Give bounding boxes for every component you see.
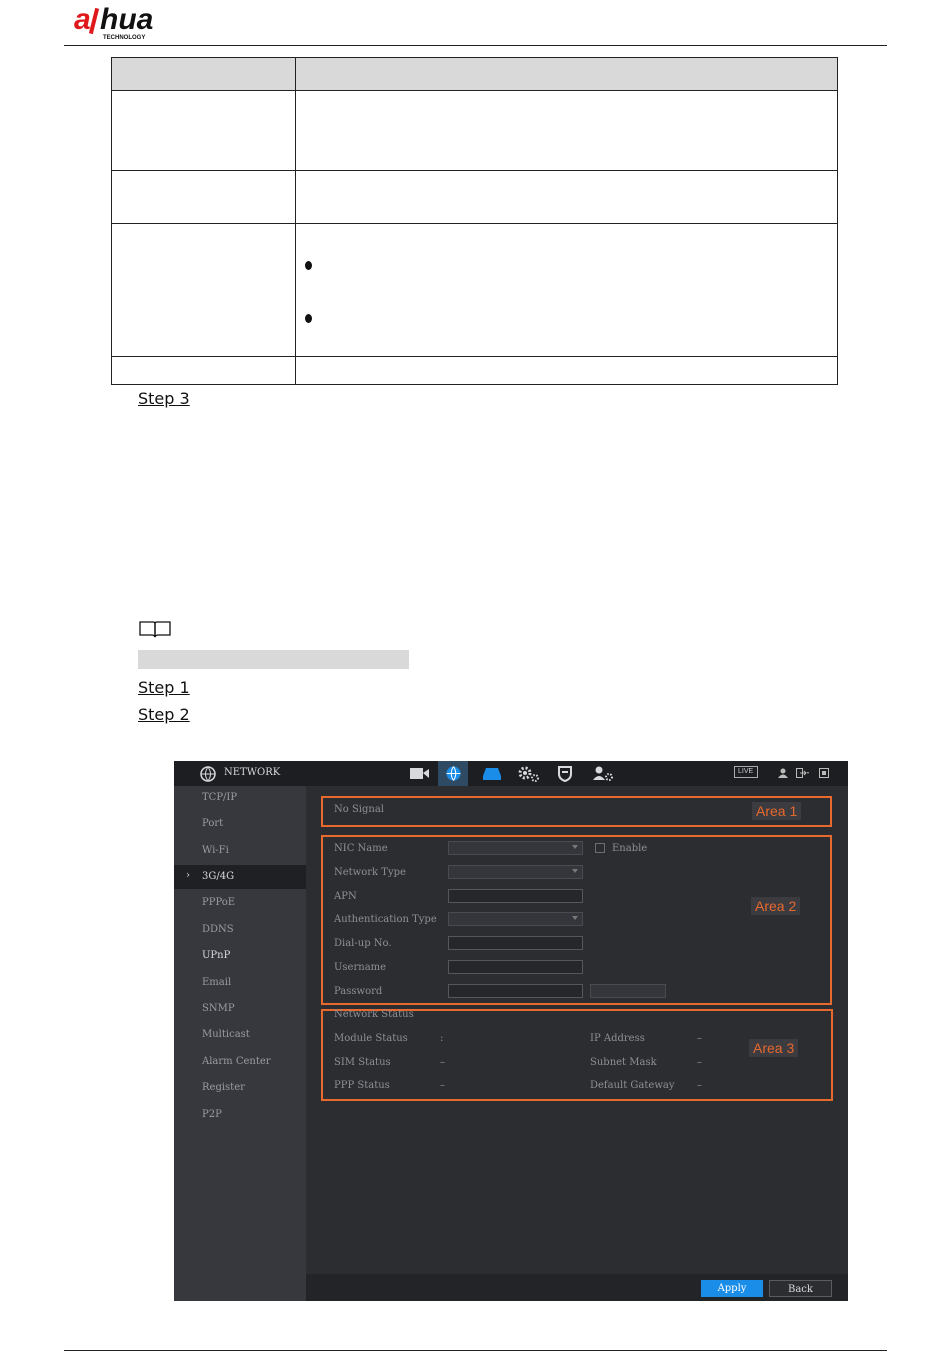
enable-label: Enable (612, 843, 648, 854)
svg-text:a: a (74, 3, 91, 36)
storage-icon[interactable] (482, 766, 502, 781)
password-label: Password (334, 986, 383, 997)
sidebar-item-port[interactable]: Port (202, 818, 224, 829)
sidebar-item-snmp[interactable]: SNMP (202, 1003, 235, 1014)
ppp-status-value: – (440, 1080, 445, 1091)
network-status-title: Network Status (334, 1009, 414, 1020)
bullet-icon (305, 261, 312, 270)
network-type-label: Network Type (334, 867, 406, 878)
live-button[interactable] (734, 766, 758, 778)
sidebar-item-register[interactable]: Register (202, 1082, 245, 1093)
svg-text:hua: hua (100, 3, 154, 36)
top-bar (174, 761, 848, 786)
bullet-icon (305, 314, 312, 323)
auth-type-select[interactable] (448, 912, 583, 926)
subnet-mask-label: Subnet Mask (590, 1057, 657, 1068)
header-rule (64, 45, 887, 46)
nic-name-select[interactable] (448, 841, 583, 855)
account-settings-icon[interactable] (592, 765, 614, 782)
parameter-table (111, 57, 838, 385)
subnet-mask-value: – (697, 1057, 702, 1068)
area-2-label: Area 2 (751, 897, 800, 915)
ppp-status-label: PPP Status (334, 1080, 390, 1091)
sidebar-item-wifi[interactable]: Wi-Fi (202, 845, 229, 856)
dahua-logo (72, 2, 184, 42)
logout-icon[interactable] (796, 768, 810, 778)
sidebar-item-3g4g[interactable] (174, 865, 306, 889)
sidebar-item-ddns[interactable]: DDNS (202, 924, 234, 935)
footer-rule (64, 1350, 887, 1351)
sidebar (174, 786, 306, 1301)
sidebar-item-pppoe[interactable]: PPPoE (202, 897, 236, 908)
sidebar-item-alarm-center[interactable]: Alarm Center (202, 1056, 271, 1067)
step-2-label: Step 2 (138, 705, 190, 724)
dial-button[interactable] (590, 984, 666, 998)
chevron-down-icon (572, 869, 578, 873)
back-button[interactable]: Back (769, 1280, 832, 1297)
enable-checkbox[interactable] (595, 843, 605, 853)
page-title: NETWORK (224, 767, 281, 778)
sidebar-item-upnp[interactable]: UPnP (202, 950, 231, 961)
sidebar-item-multicast[interactable]: Multicast (202, 1029, 250, 1040)
signal-status: No Signal (334, 804, 384, 815)
apn-label: APN (334, 891, 357, 902)
area-1-label: Area 1 (752, 802, 801, 820)
default-gateway-value: – (697, 1080, 702, 1091)
dialup-label: Dial-up No. (334, 938, 392, 949)
module-status-value: : (440, 1033, 444, 1044)
chevron-right-icon: › (186, 870, 190, 881)
note-book-icon (138, 619, 172, 639)
table-row-divider (112, 170, 837, 171)
system-gear-icon[interactable] (518, 765, 540, 782)
table-header (112, 58, 837, 91)
chevron-down-icon (572, 845, 578, 849)
network-3g4g-screenshot (174, 761, 848, 1301)
live-label: LIVE (738, 768, 754, 775)
username-label: Username (334, 962, 387, 973)
note-highlight-bar (138, 650, 409, 669)
sidebar-item-email[interactable]: Email (202, 977, 232, 988)
network-globe-icon (199, 765, 217, 783)
security-shield-icon[interactable] (557, 765, 573, 782)
ip-address-value: – (697, 1033, 702, 1044)
sidebar-item-p2p[interactable]: P2P (202, 1109, 222, 1120)
network-type-select[interactable] (448, 865, 583, 879)
nic-name-label: NIC Name (334, 843, 388, 854)
dialup-field[interactable] (448, 936, 583, 950)
apn-field[interactable] (448, 889, 583, 903)
module-status-label: Module Status (334, 1033, 408, 1044)
auth-type-label: Authentication Type (334, 914, 437, 925)
ip-address-label: IP Address (590, 1033, 645, 1044)
fullscreen-icon[interactable] (819, 768, 829, 778)
table-row-divider (112, 356, 837, 357)
step-1-label: Step 1 (138, 678, 190, 697)
default-gateway-label: Default Gateway (590, 1080, 675, 1091)
camera-icon[interactable] (410, 767, 430, 780)
bottom-bar (306, 1274, 848, 1301)
username-field[interactable] (448, 960, 583, 974)
sim-status-value: – (440, 1057, 445, 1068)
area-3-label: Area 3 (749, 1039, 798, 1057)
sidebar-item-3g4g-label: 3G/4G (202, 871, 235, 882)
apply-button[interactable]: Apply (701, 1280, 763, 1297)
sim-status-label: SIM Status (334, 1057, 391, 1068)
table-row-divider (112, 223, 837, 224)
step-3-label: Step 3 (138, 389, 190, 408)
sidebar-item-tcpip[interactable]: TCP/IP (202, 792, 238, 803)
logo-subtext: TECHNOLOGY (103, 35, 146, 41)
table-column-divider (295, 58, 296, 384)
user-icon[interactable] (778, 768, 788, 778)
password-field[interactable] (448, 984, 583, 998)
network-icon (445, 765, 462, 782)
chevron-down-icon (572, 916, 578, 920)
